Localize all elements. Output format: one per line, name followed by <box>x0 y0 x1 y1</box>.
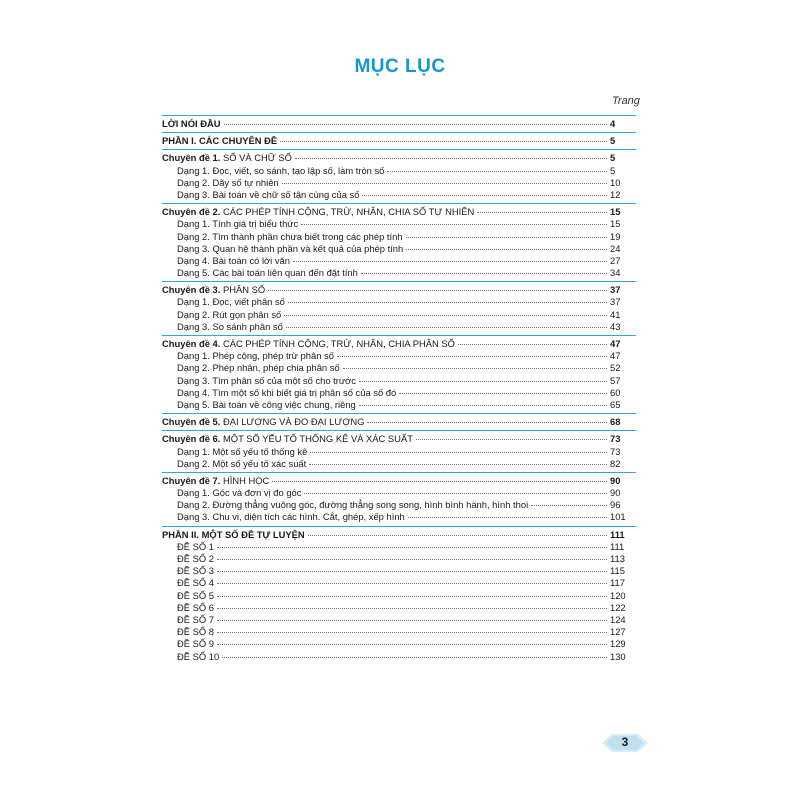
dot-leader <box>359 405 607 406</box>
toc-entry-title <box>162 565 214 577</box>
dot-leader <box>217 583 607 584</box>
toc-entry[interactable] <box>162 577 636 589</box>
toc-page-number: 19 <box>610 230 621 242</box>
toc-entry[interactable] <box>162 399 636 411</box>
dot-leader <box>272 481 607 482</box>
toc-entry-text: ĐỀ SỐ 1 <box>177 540 214 552</box>
toc-entry-number: PHẦN I. CÁC CHUYÊN ĐỀ <box>162 135 278 147</box>
dot-leader <box>217 632 607 633</box>
toc-page-number: 129 <box>610 638 626 650</box>
toc-entry-text: HÌNH HỌC <box>220 474 270 486</box>
toc-entry-title <box>162 321 283 333</box>
toc-entry-number: Chuyên đề 3. <box>162 284 221 296</box>
dot-leader <box>224 124 607 125</box>
dot-leader <box>217 608 607 609</box>
dot-leader <box>406 237 607 238</box>
toc-entry[interactable] <box>162 638 636 650</box>
toc-chapter-heading[interactable] <box>162 433 636 445</box>
toc-page-number: 15 <box>610 206 621 218</box>
toc-entry-text: Dạng 3. Bài toán về chữ số tận cùng của số <box>177 188 360 200</box>
toc-entry-title <box>162 189 359 201</box>
page-number: 3 <box>621 735 629 749</box>
toc-entry-title <box>162 553 214 565</box>
toc-page-number: 111 <box>610 528 625 540</box>
table-of-contents <box>162 115 636 665</box>
toc-chapter-heading[interactable] <box>162 284 636 296</box>
toc-entry-number: Chuyên đề 7. <box>162 474 221 486</box>
toc-entry-title <box>162 206 474 218</box>
toc-page-number: 127 <box>610 626 626 638</box>
toc-entry-title <box>162 152 292 164</box>
toc-page-number: 60 <box>610 386 621 398</box>
toc-entry-text: ĐỀ SỐ 4 <box>177 577 214 589</box>
toc-entry[interactable] <box>162 511 636 523</box>
toc-page-number: 90 <box>610 487 621 499</box>
toc-page-number: 15 <box>610 218 621 230</box>
toc-entry-title <box>162 626 214 638</box>
toc-entry-text: SỐ VÀ CHỮ SỐ <box>220 152 292 164</box>
toc-entry-text: Dạng 1. Tính giá trị biểu thức <box>177 218 299 230</box>
dot-leader <box>217 620 607 621</box>
toc-entry-text: ĐỀ SỐ 5 <box>177 589 214 601</box>
dot-leader <box>282 183 607 184</box>
toc-entry-title <box>162 475 269 487</box>
dot-leader <box>477 212 607 213</box>
toc-entry-text: ĐẠI LƯỢNG VÀ ĐO ĐẠI LƯỢNG <box>220 416 365 428</box>
toc-entry-text: Dạng 1. Đọc, viết phân số <box>177 296 285 308</box>
dot-leader <box>531 505 607 506</box>
toc-entry-title <box>162 255 290 267</box>
toc-chapter-heading[interactable] <box>162 338 636 350</box>
toc-entry-number: PHẦN II. MỘT SỐ ĐỀ TỰ LUYỆN <box>162 528 305 540</box>
toc-entry[interactable] <box>162 651 636 663</box>
toc-entry-title <box>162 218 298 230</box>
toc-entry-text: Dạng 1. Góc và đơn vị đo góc <box>177 487 302 499</box>
toc-page-number: 43 <box>610 320 621 332</box>
dot-leader <box>359 381 607 382</box>
toc-section <box>162 335 636 413</box>
toc-entry-title <box>162 577 214 589</box>
toc-entry-title <box>162 511 405 523</box>
dot-leader <box>362 195 607 196</box>
toc-entry[interactable] <box>162 626 636 638</box>
toc-chapter-heading[interactable] <box>162 152 636 164</box>
toc-chapter-heading[interactable] <box>162 475 636 487</box>
toc-entry-text: MỘT SỐ YẾU TỐ THỐNG KÊ VÀ XÁC SUẤT <box>220 433 413 445</box>
toc-entry-text: Dạng 3. Quan hệ thành phần và kết quả của phép tính <box>177 242 404 254</box>
toc-entry-text: Dạng 2. Một số yếu tố xác suất <box>177 457 307 469</box>
page-number-badge <box>602 733 648 753</box>
toc-page-number: 52 <box>610 362 621 374</box>
dot-leader <box>295 158 607 159</box>
toc-entry[interactable] <box>162 255 636 267</box>
toc-entry[interactable] <box>162 243 636 255</box>
toc-entry-title <box>162 231 403 243</box>
toc-entry[interactable] <box>162 602 636 614</box>
toc-entry-text: Dạng 4. Tìm một số khi biết giá trị phân số của số đó <box>177 386 397 398</box>
toc-entry-title <box>162 638 214 650</box>
toc-entry-title <box>162 416 364 428</box>
toc-entry-title <box>162 296 285 308</box>
toc-entry-title <box>162 529 305 541</box>
dot-leader <box>217 571 607 572</box>
toc-entry-text: CÁC PHÉP TÍNH CỘNG, TRỪ, NHÂN, CHIA SỐ TỰ NHIÊN <box>220 206 475 218</box>
dot-leader <box>304 493 607 494</box>
dot-leader <box>361 273 607 274</box>
toc-page-number: 34 <box>610 267 621 279</box>
toc-entry-title <box>162 487 301 499</box>
toc-section <box>162 472 636 526</box>
toc-entry-number: Chuyên đề 6. <box>162 433 221 445</box>
dot-leader <box>217 547 607 548</box>
toc-entry-title <box>162 446 307 458</box>
toc-section <box>162 526 636 665</box>
toc-entry-title <box>162 338 455 350</box>
toc-entry[interactable] <box>162 553 636 565</box>
toc-entry-title <box>162 135 277 147</box>
toc-entry[interactable] <box>162 541 636 553</box>
dot-leader <box>408 517 607 518</box>
toc-page-number: 37 <box>610 296 621 308</box>
toc-entry-title <box>162 399 356 411</box>
toc-page-number: 41 <box>610 308 621 320</box>
toc-entry-text: Dạng 2. Tìm thành phần chưa biết trong các phép tính <box>177 230 403 242</box>
dot-leader <box>288 302 607 303</box>
toc-entry[interactable] <box>162 375 636 387</box>
dot-leader <box>280 141 607 142</box>
toc-entry-title <box>162 177 279 189</box>
toc-page-number: 12 <box>610 188 621 200</box>
toc-page-number: 120 <box>610 589 626 601</box>
toc-entry-number: Chuyên đề 2. <box>162 206 221 218</box>
toc-entry[interactable] <box>162 177 636 189</box>
toc-chapter-heading[interactable] <box>162 416 636 428</box>
dot-leader <box>399 393 607 394</box>
toc-entry-text: ĐỀ SỐ 2 <box>177 553 214 564</box>
toc-page-number: 130 <box>610 650 626 662</box>
toc-entry-text: Dạng 2. Rút gọn phân số <box>177 308 282 320</box>
toc-entry-title <box>162 602 214 614</box>
toc-entry-text: ĐỀ SỐ 3 <box>177 565 214 577</box>
toc-part-heading[interactable] <box>162 529 636 541</box>
toc-entry-text: Dạng 3. Chu vi, diện tích các hình. Cắt, ghép, xếp hình <box>177 511 405 523</box>
toc-page-number: 4 <box>610 118 616 129</box>
toc-entry-number: Chuyên đề 5. <box>162 416 221 428</box>
toc-entry-title <box>162 433 413 445</box>
toc-entry-title <box>162 350 334 362</box>
toc-entry-text: Dạng 4. Bài toán có lời văn <box>177 254 290 266</box>
toc-section <box>162 115 636 132</box>
toc-entry-title <box>162 284 265 296</box>
toc-entry-title <box>162 165 384 177</box>
dot-leader <box>416 439 607 440</box>
toc-entry[interactable] <box>162 165 636 177</box>
toc-page-number: 73 <box>610 433 621 445</box>
toc-section <box>162 149 636 203</box>
dot-leader <box>387 171 607 172</box>
toc-entry-text: ĐỀ SỐ 8 <box>177 626 214 638</box>
toc-section <box>162 281 636 335</box>
toc-entry-text: Dạng 2. Dãy số tự nhiên <box>177 176 279 188</box>
toc-entry-text: ĐỀ SỐ 10 <box>177 650 220 662</box>
toc-page-number: 111 <box>610 540 625 552</box>
toc-entry-text: Dạng 2. Đường thẳng vuông góc, đường thẳng song song, hình bình hành, hình thoi <box>177 499 529 511</box>
toc-entry-number: LỜI NÓI ĐẦU <box>162 118 221 129</box>
toc-entry-title <box>162 243 403 255</box>
toc-page-number: 122 <box>610 601 626 613</box>
dot-leader <box>301 224 607 225</box>
toc-entry-text: PHÂN SỐ <box>220 284 266 296</box>
toc-page-number: 115 <box>610 565 625 577</box>
toc-entry-text: Dạng 2. Phép nhân, phép chia phân số <box>177 362 340 374</box>
toc-page-number: 37 <box>610 284 621 296</box>
dot-leader <box>343 368 607 369</box>
toc-entry-text: Dạng 3. So sánh phân số <box>177 320 283 332</box>
toc-page-number: 57 <box>610 374 621 386</box>
toc-entry-title <box>162 590 214 602</box>
toc-entry-title <box>162 362 340 374</box>
toc-entry[interactable] <box>162 267 636 279</box>
toc-entry-number: Chuyên đề 4. <box>162 338 221 349</box>
toc-entry[interactable] <box>162 487 636 499</box>
toc-page-number: 68 <box>610 416 621 428</box>
toc-page-number: 117 <box>610 577 625 589</box>
toc-entry-text: ĐỀ SỐ 9 <box>177 638 214 650</box>
toc-entry-text: ĐỀ SỐ 6 <box>177 601 214 613</box>
toc-page-number: 90 <box>610 474 621 486</box>
toc-page-number: 5 <box>610 152 616 164</box>
toc-page-number: 101 <box>610 511 626 523</box>
dot-leader <box>217 559 607 560</box>
dot-leader <box>337 356 607 357</box>
toc-page-number: 5 <box>610 164 616 176</box>
dot-leader <box>406 249 607 250</box>
toc-section <box>162 430 636 472</box>
toc-entry[interactable] <box>162 387 636 399</box>
page-column-label: Trang <box>612 95 640 107</box>
toc-entry[interactable] <box>162 189 636 201</box>
toc-entry-text: Dạng 1. Đọc, viết, so sánh, tạo lập số, làm tròn số <box>177 164 385 176</box>
toc-entry[interactable] <box>162 231 636 243</box>
toc-section <box>162 203 636 281</box>
toc-chapter-heading[interactable] <box>162 206 636 218</box>
toc-entry-text: Dạng 5. Các bài toán liên quan đến đặt tính <box>177 267 358 279</box>
toc-entry[interactable] <box>162 565 636 577</box>
toc-entry-number: Chuyên đề 1. <box>162 152 221 164</box>
toc-entry-text: Dạng 1. Một số yếu tố thống kê <box>177 445 308 457</box>
dot-leader <box>309 464 607 465</box>
toc-entry-title <box>162 458 306 470</box>
toc-entry[interactable] <box>162 296 636 308</box>
toc-page-number: 47 <box>610 350 621 362</box>
toc-page-number: 65 <box>610 398 621 410</box>
dot-leader <box>367 422 607 423</box>
toc-entry-title <box>162 309 281 321</box>
toc-entry-title <box>162 541 214 553</box>
toc-entry-title <box>162 387 396 399</box>
dot-leader <box>293 261 607 262</box>
toc-page-number: 82 <box>610 457 621 469</box>
dot-leader <box>217 644 607 645</box>
toc-entry-text: Dạng 5. Bài toán về công việc chung, riêng <box>177 398 356 410</box>
dot-leader <box>222 657 607 658</box>
toc-entry-text: ĐỀ SỐ 7 <box>177 613 214 625</box>
toc-entry[interactable] <box>162 309 636 321</box>
toc-page-number: 24 <box>610 242 621 254</box>
dot-leader <box>286 327 607 328</box>
toc-page-number: 5 <box>610 135 616 147</box>
toc-entry-text: CÁC PHÉP TÍNH CỘNG, TRỪ, NHÂN, CHIA PHÂN SỐ <box>220 338 455 349</box>
toc-entry[interactable] <box>162 321 636 333</box>
toc-section <box>162 132 636 149</box>
toc-entry-title <box>162 614 214 626</box>
dot-leader <box>284 315 607 316</box>
toc-page-number: 124 <box>610 613 626 625</box>
toc-page-number: 27 <box>610 254 621 266</box>
page-title: MỤC LỤC <box>354 56 446 77</box>
toc-page-number: 73 <box>610 445 621 457</box>
toc-part-heading[interactable] <box>162 118 636 130</box>
toc-page-number: 96 <box>610 499 621 511</box>
dot-leader <box>458 344 607 345</box>
toc-entry[interactable] <box>162 590 636 602</box>
dot-leader <box>308 535 607 536</box>
toc-page-number: 47 <box>610 338 621 349</box>
toc-entry-title <box>162 375 356 387</box>
toc-section <box>162 413 636 430</box>
toc-entry[interactable] <box>162 350 636 362</box>
toc-entry[interactable] <box>162 499 636 511</box>
toc-entry[interactable] <box>162 458 636 470</box>
toc-entry-title <box>162 118 221 130</box>
toc-entry-text: Dạng 3. Tìm phân số của một số cho trước <box>177 374 356 386</box>
dot-leader <box>217 596 607 597</box>
toc-entry-title <box>162 267 358 279</box>
toc-entry[interactable] <box>162 614 636 626</box>
toc-entry-title <box>162 499 528 511</box>
toc-entry[interactable] <box>162 218 636 230</box>
toc-entry[interactable] <box>162 362 636 374</box>
dot-leader <box>268 290 607 291</box>
toc-page-number: 113 <box>610 553 625 564</box>
toc-entry-title <box>162 651 219 663</box>
toc-entry[interactable] <box>162 446 636 458</box>
toc-part-heading[interactable] <box>162 135 636 147</box>
toc-page-number: 10 <box>610 176 621 188</box>
toc-entry-text: Dạng 1. Phép cộng, phép trừ phân số <box>177 350 334 362</box>
dot-leader <box>310 452 607 453</box>
